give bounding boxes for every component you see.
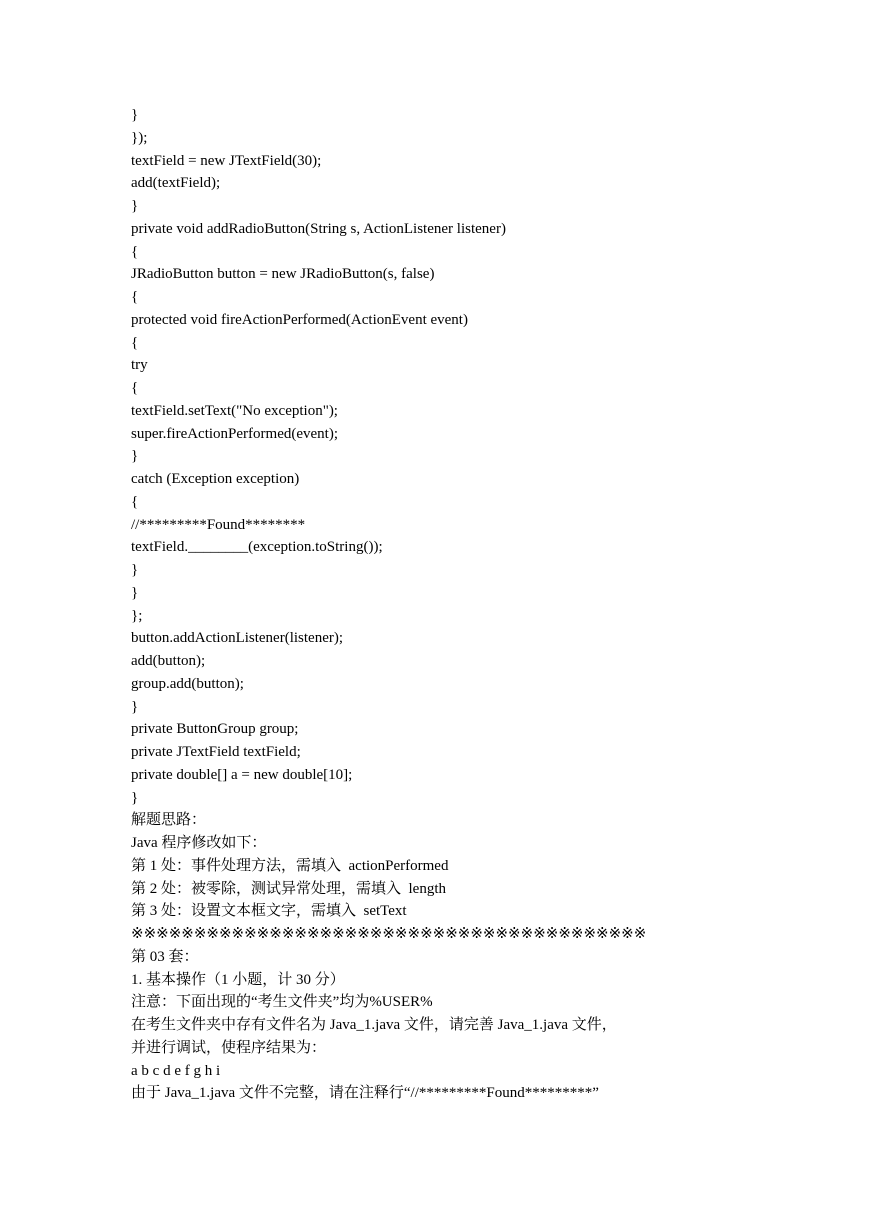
text-line: a b c d e f g h i	[131, 1062, 221, 1079]
text-line: 1. 基本操作（1 小题，计 30 分）	[131, 971, 345, 988]
text-line: 第 1 处：事件处理方法，需填入 actionPerformed	[131, 857, 449, 874]
text-line: protected void fireActionPerformed(ActionEvent event)	[131, 311, 468, 328]
text-line: private double[] a = new double[10];	[131, 766, 353, 783]
text-line: button.addActionListener(listener);	[131, 630, 344, 647]
text-line: 在考生文件夹中存有文件名为 Java_1.java 文件，请完善 Java_1.java 文件，	[131, 1017, 617, 1033]
text-line: };	[131, 607, 143, 624]
text-line: }	[131, 198, 139, 214]
text-line: super.fireActionPerformed(event);	[131, 425, 339, 442]
text-line: {	[131, 334, 139, 351]
document-text-body	[131, 104, 831, 1105]
text-line: JRadioButton button = new JRadioButton(s, false)	[131, 266, 435, 283]
text-line: textField.setText("No exception");	[131, 402, 338, 419]
text-line: private JTextField textField;	[131, 744, 301, 760]
text-line: });	[131, 129, 148, 146]
text-line: }	[131, 562, 139, 578]
text-line: {	[131, 243, 139, 260]
text-line: textField = new JTextField(30);	[131, 152, 322, 169]
text-line: {	[131, 289, 139, 305]
text-line: {	[131, 493, 139, 510]
text-line: 注意：下面出现的“考生文件夹”均为%USER%	[131, 994, 433, 1011]
text-line: }	[131, 789, 139, 806]
text-line: add(textField);	[131, 175, 221, 192]
text-line: ※※※※※※※※※※※※※※※※※※※※※※※※※※※※※※※※※※※※※※※※※	[131, 926, 647, 942]
text-line: add(button);	[131, 653, 206, 669]
text-line: group.add(button);	[131, 675, 244, 692]
text-line: }	[131, 698, 139, 715]
text-line: 第 3 处：设置文本框文字，需填入 setText	[131, 903, 407, 920]
text-line: //*********Found********	[131, 516, 306, 533]
text-line: textField.________(exception.toString());	[131, 539, 383, 556]
text-line: catch (Exception exception)	[131, 471, 300, 487]
text-line: try	[131, 357, 148, 374]
text-line: 由于 Java_1.java 文件不完整，请在注释行“//*********Found*********”	[131, 1085, 599, 1102]
text-line: private void addRadioButton(String s, ActionListener listener)	[131, 220, 506, 237]
text-line: 并进行调试，使程序结果为：	[131, 1039, 327, 1056]
text-line: 解题思路：	[131, 812, 207, 829]
text-line: 第 2 处：被零除，测试异常处理，需填入 length	[131, 880, 446, 897]
text-line: 第 03 套：	[131, 948, 199, 965]
text-line: {	[131, 380, 139, 396]
text-line: }	[131, 107, 139, 123]
text-line: }	[131, 448, 139, 465]
text-line: private ButtonGroup group;	[131, 721, 299, 738]
text-line: }	[131, 584, 139, 601]
text-line: Java 程序修改如下：	[131, 835, 267, 851]
